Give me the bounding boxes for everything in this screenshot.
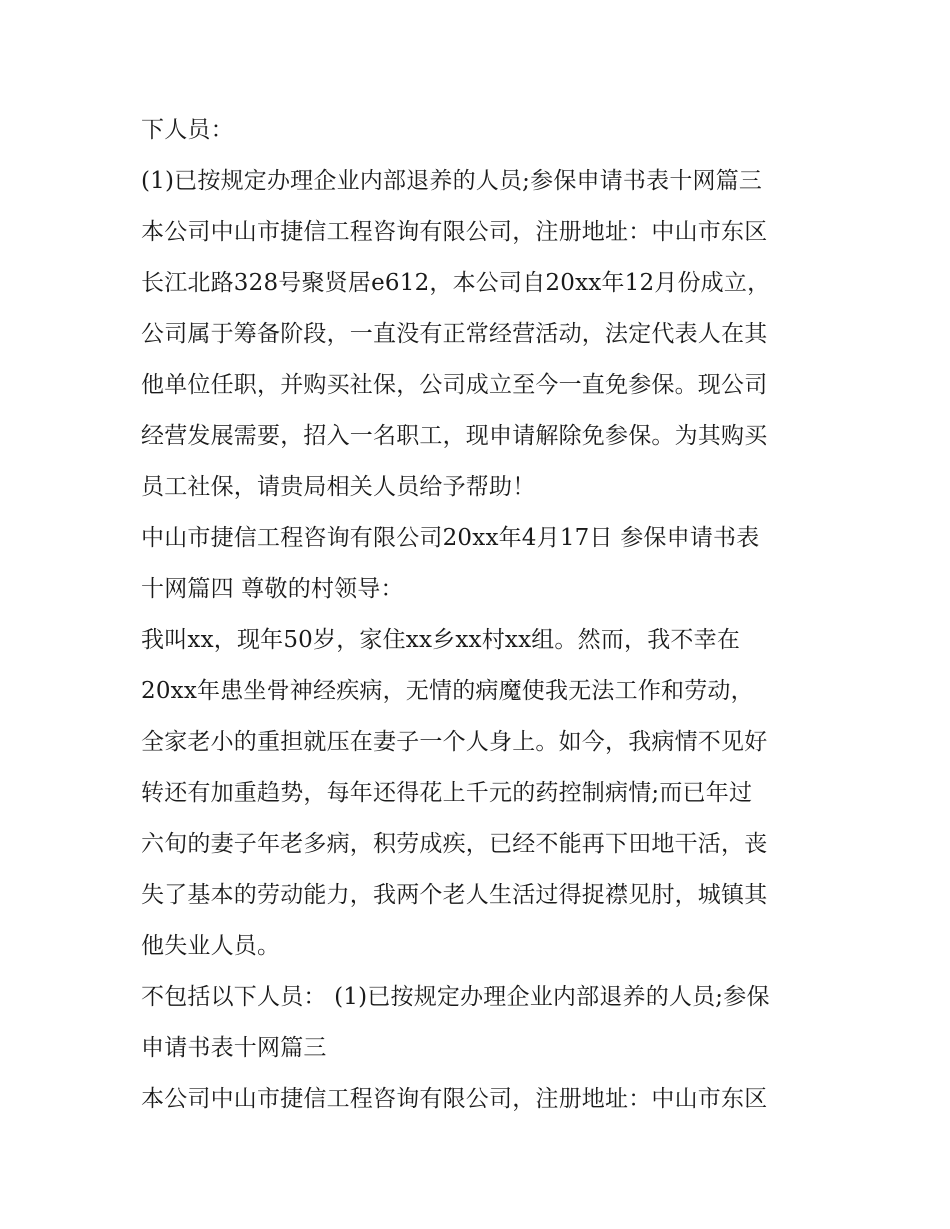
text-line: 中山市捷信工程咨询有限公司20xx年4月17日 参保申请书表 (141, 525, 760, 551)
text-line: 20xx年患坐骨神经疾病，无情的病魔使我无法工作和劳动， (141, 678, 754, 704)
text-line: 他单位任职，并购买社保，公司成立至今一直免参保。现公司 (141, 372, 768, 398)
text-line: 全家老小的重担就压在妻子一个人身上。如今，我病情不见好 (141, 729, 768, 755)
text-line: 公司属于筹备阶段，一直没有正常经营活动，法定代表人在其 (141, 321, 768, 347)
text-line: 转还有加重趋势，每年还得花上千元的药控制病情;而已年过 (141, 780, 753, 806)
text-line: 失了基本的劳动能力，我两个老人生活过得捉襟见肘，城镇其 (141, 882, 768, 908)
text-line: (1)已按规定办理企业内部退养的人员;参保申请书表十网篇三 (141, 168, 763, 194)
text-line: 我叫xx，现年50岁，家住xx乡xx村xx组。然而，我不幸在 (141, 627, 741, 653)
text-line: 申请书表十网篇三 (141, 1035, 327, 1061)
text-line: 员工社保，请贵局相关人员给予帮助！ (141, 474, 536, 500)
text-line: 本公司中山市捷信工程咨询有限公司，注册地址：中山市东区 (141, 1086, 768, 1112)
text-line: 六旬的妻子年老多病，积劳成疾，已经不能再下田地干活，丧 (141, 831, 768, 857)
text-line: 经营发展需要，招入一名职工，现申请解除免参保。为其购买 (141, 423, 768, 449)
text-line: 他失业人员。 (141, 933, 281, 959)
text-line: 本公司中山市捷信工程咨询有限公司，注册地址：中山市东区 (141, 219, 768, 245)
body-text (141, 108, 821, 1128)
text-line: 十网篇四 尊敬的村领导： (141, 576, 404, 602)
text-line: 不包括以下人员： (1)已按规定办理企业内部退养的人员;参保 (141, 984, 770, 1010)
text-line: 长江北路328号聚贤居e612，本公司自20xx年12月份成立， (141, 270, 771, 296)
text-line: 下人员： (141, 117, 234, 143)
